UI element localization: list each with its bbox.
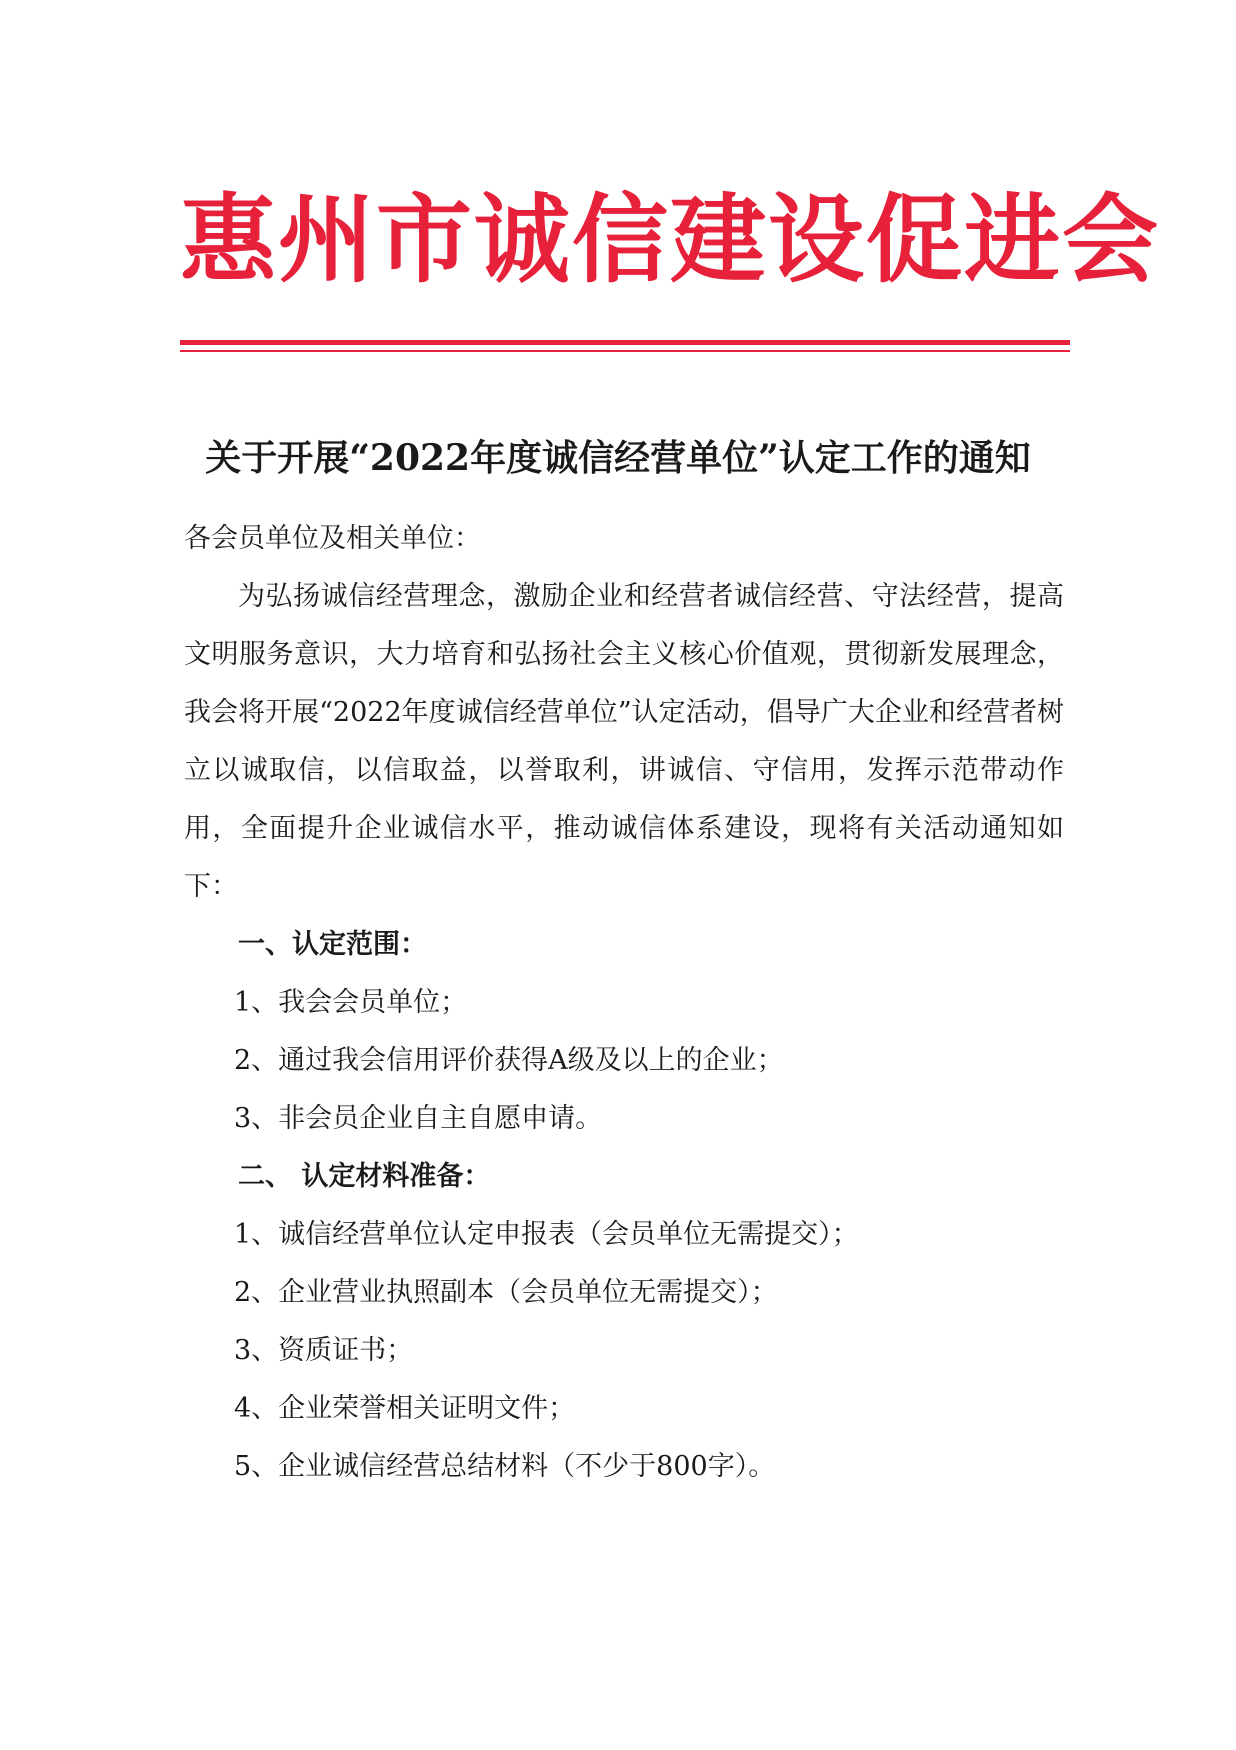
document-title: 关于开展“2022年度诚信经营单位”认定工作的通知 xyxy=(205,437,1031,479)
list-item: 3、资质证书； xyxy=(234,1335,414,1366)
list-item: 2、通过我会信用评价获得A级及以上的企业； xyxy=(234,1045,784,1076)
header-rule-thin xyxy=(180,350,1070,352)
list-item: 1、我会会员单位； xyxy=(234,987,468,1018)
section-heading-scope: 一、认定范围： xyxy=(238,929,427,960)
list-item: 3、非会员企业自主自愿申请。 xyxy=(234,1103,603,1134)
organization-header: 惠州市诚信建设促进会 xyxy=(180,184,1160,296)
document-body xyxy=(184,510,1064,1496)
list-item: 4、企业荣誉相关证明文件； xyxy=(234,1393,576,1424)
list-item: 2、企业营业执照副本（会员单位无需提交）； xyxy=(234,1277,778,1308)
list-item: 1、诚信经营单位认定申报表（会员单位无需提交）； xyxy=(234,1219,859,1250)
salutation: 各会员单位及相关单位： xyxy=(184,523,481,554)
list-item: 5、企业诚信经营总结材料（不少于800字）。 xyxy=(234,1451,776,1482)
header-rule-thick xyxy=(180,340,1070,345)
section-heading-materials: 二、 认定材料准备： xyxy=(238,1161,491,1192)
intro-paragraph: 为弘扬诚信经营理念，激励企业和经营者诚信经营、守法经营，提高文明服务意识，大力培育和弘扬社会主义核心价值观，贯彻新发展理念，我会将开展“2022年度诚信经营单位”认定活动，倡导广大企业和经营者树立以诚取信，以信取益，以誉取利，讲诚信、守信用，发挥示范带动作用，全面提升企业诚信水平，推动诚信体系建设，现将有关活动通知如下： xyxy=(184,581,1064,902)
